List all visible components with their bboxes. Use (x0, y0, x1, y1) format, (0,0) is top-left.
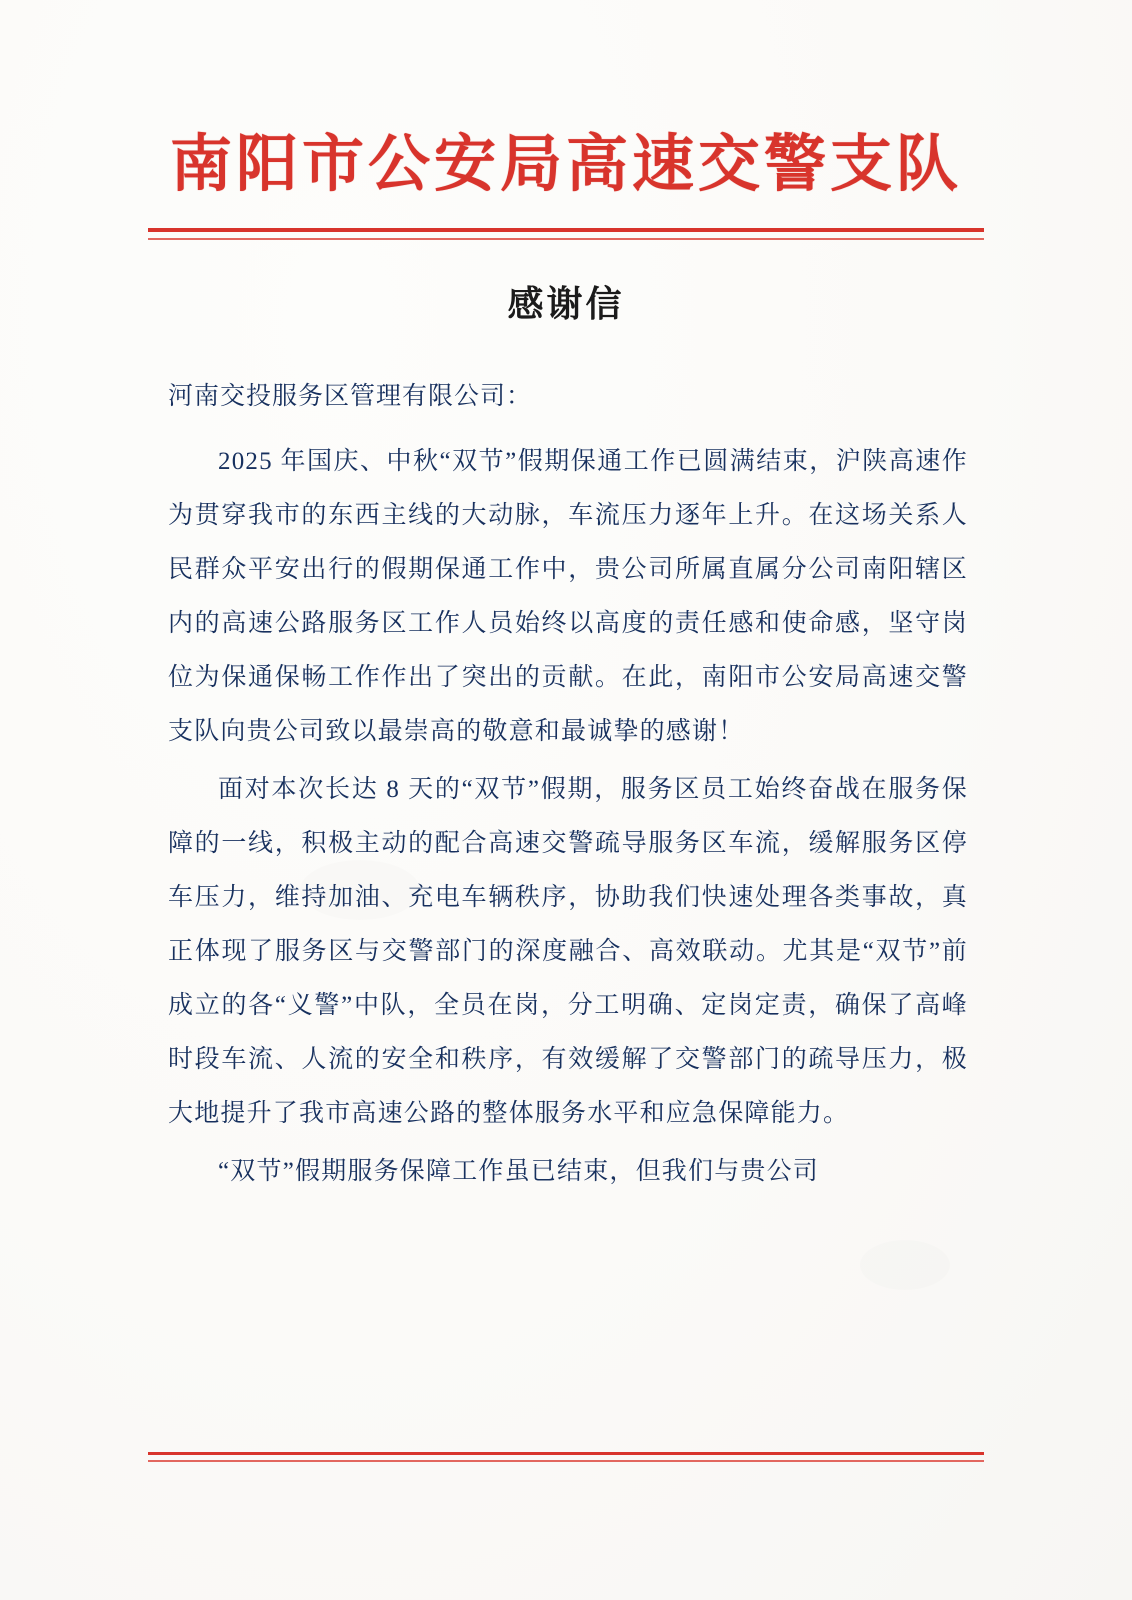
letterhead-divider-thin (148, 238, 984, 240)
document-title: 感谢信 (507, 283, 625, 325)
body-paragraph: “双节”假期服务保障工作虽已结束，但我们与贵公司 (218, 1157, 819, 1185)
body-paragraph: 面对本次长达 8 天的“双节”假期，服务区员工始终奋战在服务保障的一线，积极主动的配合高速交警疏导服务区车流，缓解服务区停车压力，维持加油、充电车辆秩序，协助我们快速处理各类事故，真正体现了服务区与交警部门的深度融合、高效联动。尤其是“双节”前成立的各“义警”中队，全员在岗，分工明确、定岗定责，确保了高峰时段车流、人流的安全和秩序，有效缓解了交警部门的疏导压力，极大地提升了我市高速公路的整体服务水平和应急保障能力。 (168, 775, 968, 1127)
footer-divider-thick (148, 1452, 984, 1455)
footer-divider-thin (148, 1460, 984, 1462)
document-body (168, 378, 968, 1203)
salutation: 河南交投服务区管理有限公司： (168, 383, 533, 410)
letterhead-title: 南阳市公安局高速交警支队 (169, 127, 962, 200)
letterhead-divider-thick (148, 228, 984, 232)
letterhead (0, 128, 1132, 199)
body-paragraph: 2025 年国庆、中秋“双节”假期保通工作已圆满结束，沪陕高速作为贯穿我市的东西主线的大动脉，车流压力逐年上升。在这场关系人民群众平安出行的假期保通工作中，贵公司所属直属分公司南阳辖区内的高速公路服务区工作人员始终以高度的责任感和使命感，坚守岗位为保通保畅工作作出了突出的贡献。在此，南阳市公安局高速交警支队向贵公司致以最崇高的敬意和最诚挚的感谢！ (168, 447, 968, 745)
scan-blemish (860, 1240, 950, 1290)
